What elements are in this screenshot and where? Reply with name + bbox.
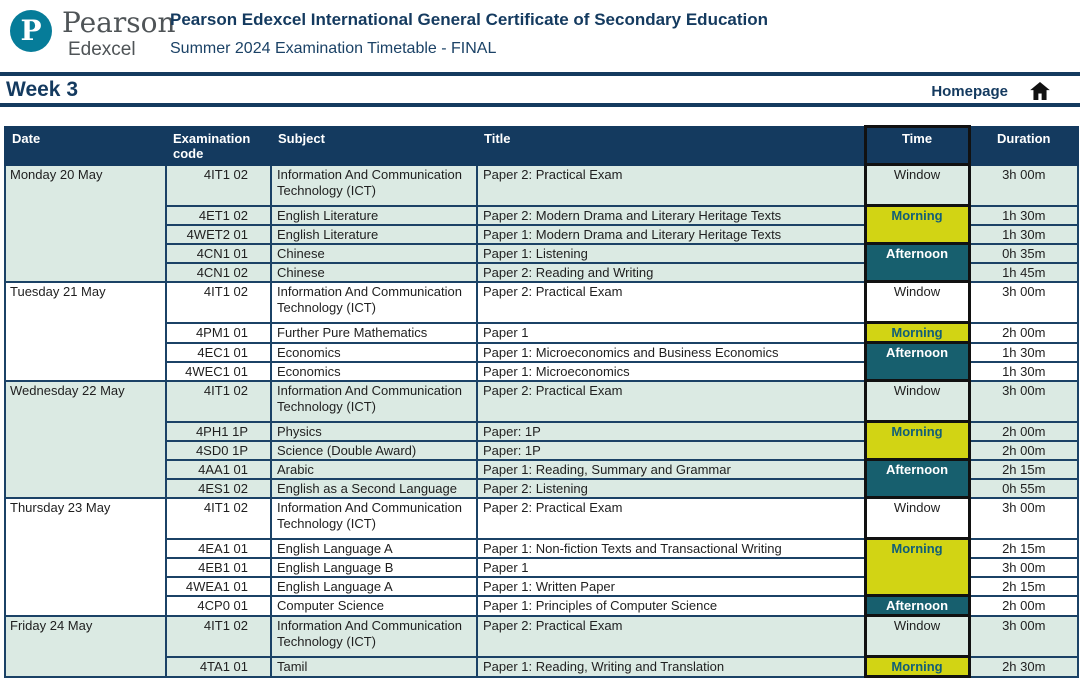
homepage-link-group[interactable]: [931, 82, 1050, 100]
week-heading: Week 3: [6, 78, 78, 101]
exam-row: [5, 539, 1078, 558]
time-cell-afternoon: Afternoon: [865, 596, 969, 616]
paper-title-cell: Paper 1: [477, 323, 865, 343]
duration-cell: 1h 30m: [969, 362, 1078, 381]
pearson-logo-icon: [10, 10, 52, 52]
subject-cell: Information And Communication Technology (ICT): [271, 616, 477, 657]
paper-title-cell: Paper: 1P: [477, 441, 865, 460]
duration-cell: 1h 45m: [969, 263, 1078, 282]
duration-cell: 1h 30m: [969, 206, 1078, 225]
timetable-body: [5, 165, 1078, 677]
exam-code-cell: 4EB1 01: [166, 558, 271, 577]
date-cell: Thursday 23 May: [5, 498, 166, 616]
exam-row: [5, 282, 1078, 323]
column-header-title: Title: [477, 127, 865, 165]
exam-code-cell: 4AA1 01: [166, 460, 271, 479]
subject-cell: English Language B: [271, 558, 477, 577]
paper-title-cell: Paper 2: Practical Exam: [477, 381, 865, 422]
time-cell-morning: Morning: [865, 206, 969, 244]
exam-code-cell: 4PM1 01: [166, 323, 271, 343]
pearson-monogram: P: [20, 14, 42, 47]
exam-row: [5, 206, 1078, 225]
exam-code-cell: 4WET2 01: [166, 225, 271, 244]
exam-row: [5, 498, 1078, 539]
subject-cell: Information And Communication Technology (ICT): [271, 165, 477, 206]
exam-code-cell: 4IT1 02: [166, 282, 271, 323]
week-bar: [0, 76, 1080, 103]
exam-row: [5, 165, 1078, 206]
time-cell-window: Window: [865, 165, 969, 206]
time-cell-morning: Morning: [865, 422, 969, 460]
column-header-subject: Subject: [271, 127, 477, 165]
duration-cell: 2h 00m: [969, 441, 1078, 460]
subject-cell: Science (Double Award): [271, 441, 477, 460]
subject-cell: Computer Science: [271, 596, 477, 616]
duration-cell: 2h 30m: [969, 657, 1078, 677]
document-title: Pearson Edexcel International General Certificate of Secondary Education: [170, 10, 769, 29]
time-cell-afternoon: Afternoon: [865, 460, 969, 498]
exam-row: [5, 460, 1078, 479]
subject-cell: English as a Second Language: [271, 479, 477, 498]
exam-code-cell: 4TA1 01: [166, 657, 271, 677]
exam-code-cell: 4CP0 01: [166, 596, 271, 616]
subject-cell: Chinese: [271, 244, 477, 263]
duration-cell: 3h 00m: [969, 282, 1078, 323]
subject-cell: Arabic: [271, 460, 477, 479]
duration-cell: 0h 35m: [969, 244, 1078, 263]
exam-code-cell: 4IT1 02: [166, 616, 271, 657]
exam-row: [5, 616, 1078, 657]
column-header-code: Examination code: [166, 127, 271, 165]
column-header-duration: Duration: [969, 127, 1078, 165]
duration-cell: 2h 15m: [969, 460, 1078, 479]
exam-row: [5, 657, 1078, 677]
subject-cell: English Language A: [271, 577, 477, 596]
logo-brand-text: Pearson: [62, 6, 176, 39]
subject-cell: Further Pure Mathematics: [271, 323, 477, 343]
subject-cell: English Literature: [271, 206, 477, 225]
paper-title-cell: Paper 1: Modern Drama and Literary Heritage Texts: [477, 225, 865, 244]
duration-cell: 3h 00m: [969, 165, 1078, 206]
duration-cell: 3h 00m: [969, 498, 1078, 539]
time-cell-window: Window: [865, 616, 969, 657]
page-header: [0, 0, 1080, 72]
home-icon[interactable]: [1030, 82, 1050, 100]
exam-code-cell: 4IT1 02: [166, 498, 271, 539]
time-cell-window: Window: [865, 282, 969, 323]
exam-code-cell: 4ES1 02: [166, 479, 271, 498]
duration-cell: 2h 15m: [969, 577, 1078, 596]
logo-subbrand-text: Edexcel: [68, 39, 136, 60]
paper-title-cell: Paper 1: Written Paper: [477, 577, 865, 596]
paper-title-cell: Paper 1: Microeconomics: [477, 362, 865, 381]
exam-row: [5, 422, 1078, 441]
subject-cell: Physics: [271, 422, 477, 441]
duration-cell: 2h 00m: [969, 323, 1078, 343]
exam-code-cell: 4CN1 02: [166, 263, 271, 282]
paper-title-cell: Paper 2: Practical Exam: [477, 616, 865, 657]
time-cell-window: Window: [865, 498, 969, 539]
duration-cell: 2h 00m: [969, 422, 1078, 441]
paper-title-cell: Paper 1: [477, 558, 865, 577]
paper-title-cell: Paper 2: Listening: [477, 479, 865, 498]
paper-title-cell: Paper: 1P: [477, 422, 865, 441]
table-header-row: [5, 127, 1078, 165]
duration-cell: 3h 00m: [969, 381, 1078, 422]
subject-cell: Tamil: [271, 657, 477, 677]
paper-title-cell: Paper 1: Listening: [477, 244, 865, 263]
exam-code-cell: 4CN1 01: [166, 244, 271, 263]
pearson-edexcel-logo: [10, 8, 176, 62]
paper-title-cell: Paper 2: Modern Drama and Literary Heritage Texts: [477, 206, 865, 225]
exam-row: [5, 323, 1078, 343]
time-cell-morning: Morning: [865, 539, 969, 596]
exam-code-cell: 4ET1 02: [166, 206, 271, 225]
divider-bottom: [0, 103, 1080, 107]
exam-code-cell: 4PH1 1P: [166, 422, 271, 441]
exam-code-cell: 4IT1 02: [166, 381, 271, 422]
paper-title-cell: Paper 1: Microeconomics and Business Economics: [477, 343, 865, 362]
subject-cell: Information And Communication Technology (ICT): [271, 498, 477, 539]
exam-code-cell: 4WEA1 01: [166, 577, 271, 596]
subject-cell: Economics: [271, 343, 477, 362]
exam-row: [5, 596, 1078, 616]
time-cell-morning: Morning: [865, 323, 969, 343]
duration-cell: 3h 00m: [969, 616, 1078, 657]
subject-cell: English Language A: [271, 539, 477, 558]
paper-title-cell: Paper 2: Practical Exam: [477, 165, 865, 206]
exam-code-cell: 4SD0 1P: [166, 441, 271, 460]
exam-row: [5, 381, 1078, 422]
paper-title-cell: Paper 1: Reading, Summary and Grammar: [477, 460, 865, 479]
duration-cell: 2h 15m: [969, 539, 1078, 558]
subject-cell: Information And Communication Technology (ICT): [271, 282, 477, 323]
time-cell-window: Window: [865, 381, 969, 422]
exam-timetable: [4, 125, 1079, 678]
column-header-time: Time: [865, 127, 969, 165]
date-cell: Wednesday 22 May: [5, 381, 166, 498]
paper-title-cell: Paper 2: Reading and Writing: [477, 263, 865, 282]
paper-title-cell: Paper 2: Practical Exam: [477, 282, 865, 323]
paper-title-cell: Paper 1: Reading, Writing and Translation: [477, 657, 865, 677]
subject-cell: Economics: [271, 362, 477, 381]
duration-cell: 1h 30m: [969, 343, 1078, 362]
paper-title-cell: Paper 1: Non-fiction Texts and Transactional Writing: [477, 539, 865, 558]
date-cell: Tuesday 21 May: [5, 282, 166, 381]
exam-code-cell: 4EA1 01: [166, 539, 271, 558]
paper-title-cell: Paper 1: Principles of Computer Science: [477, 596, 865, 616]
exam-row: [5, 343, 1078, 362]
exam-code-cell: 4IT1 02: [166, 165, 271, 206]
homepage-link[interactable]: Homepage: [931, 82, 1008, 100]
subject-cell: English Literature: [271, 225, 477, 244]
time-cell-afternoon: Afternoon: [865, 343, 969, 381]
time-cell-afternoon: Afternoon: [865, 244, 969, 282]
subject-cell: Chinese: [271, 263, 477, 282]
exam-code-cell: 4WEC1 01: [166, 362, 271, 381]
date-cell: Friday 24 May: [5, 616, 166, 677]
duration-cell: 2h 00m: [969, 596, 1078, 616]
date-cell: Monday 20 May: [5, 165, 166, 282]
exam-row: [5, 244, 1078, 263]
document-subtitle: Summer 2024 Examination Timetable - FINAL: [170, 40, 497, 57]
duration-cell: 0h 55m: [969, 479, 1078, 498]
exam-code-cell: 4EC1 01: [166, 343, 271, 362]
paper-title-cell: Paper 2: Practical Exam: [477, 498, 865, 539]
duration-cell: 3h 00m: [969, 558, 1078, 577]
subject-cell: Information And Communication Technology (ICT): [271, 381, 477, 422]
duration-cell: 1h 30m: [969, 225, 1078, 244]
time-cell-morning: Morning: [865, 657, 969, 677]
column-header-date: Date: [5, 127, 166, 165]
